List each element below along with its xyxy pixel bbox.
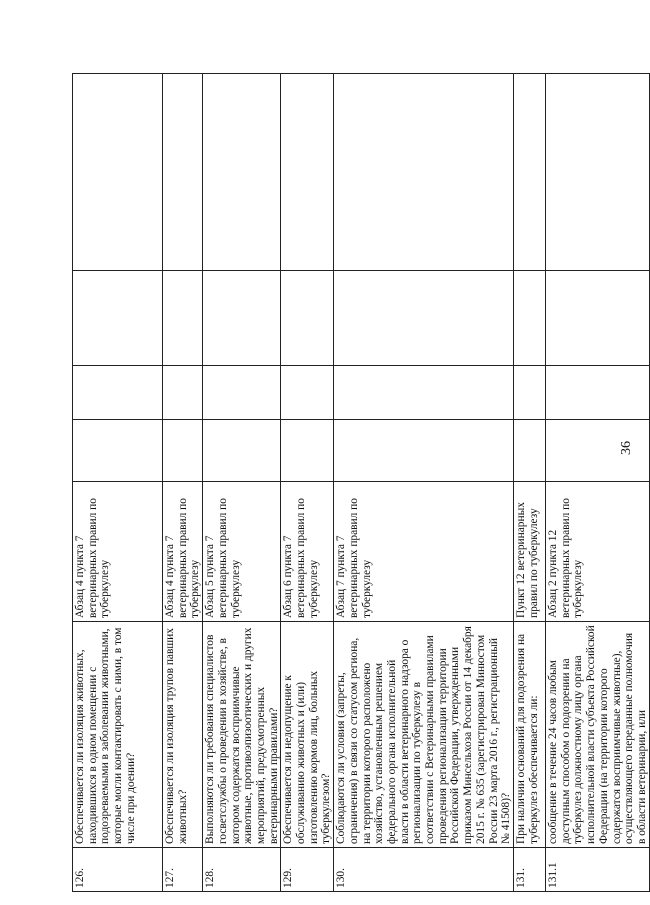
answer-yes-cell (545, 420, 649, 482)
answer-yes-cell (513, 420, 545, 482)
checklist-table (72, 73, 650, 892)
answer-yes-cell (203, 420, 281, 482)
comment-cell (73, 74, 163, 271)
comment-cell (203, 74, 281, 271)
answer-yes-cell (73, 420, 163, 482)
page-number: 36 (619, 441, 634, 455)
comment-cell (163, 74, 203, 271)
reference-cell: Абзац 2 пункта 12 ветеринарных правил по туберкулезу (545, 482, 649, 622)
reference-cell: Абзац 4 пункта 7 ветеринарных правил по туберкулезу (73, 482, 163, 622)
table-row (203, 74, 281, 892)
answer-no-cell (545, 366, 649, 420)
answer-yes-cell (163, 420, 203, 482)
reference-cell: Абзац 7 пункта 7 ветеринарных правил по туберкулезу (334, 482, 514, 622)
not-applicable-cell (545, 271, 649, 366)
row-number: 127. (163, 848, 203, 892)
question-cell: сообщение в течение 24 часов любым доступным способом о подозрении на туберкулез должностному лицу органа исполнительной власти субъекта Российской Федерации (на территории которого содержатся восприимчивые животные), осуществляющего переданные полномочия в области ветеринарии, или (545, 622, 649, 848)
question-cell: Соблюдаются ли условия (запреты, ограничения) в связи со статусом региона, на территории которого расположено хозяйство, установленным решением федерального органа исполнительной власти в области ветеринарного надзора о регионализации по туберкулезу в соответствии с Ветеринарными правилами проведения регионализации территории Российской Федерации, утвержденными приказом Минсельхоза России от 14 декабря 2015 г. № 635 (зарегистрирован Минюстом России 23 марта 2016 г., регистрационный № 41508)? (334, 622, 514, 848)
answer-no-cell (281, 366, 334, 420)
row-number: 130. (334, 848, 514, 892)
comment-cell (281, 74, 334, 271)
table-row (163, 74, 203, 892)
not-applicable-cell (203, 271, 281, 366)
question-cell: Обеспечивается ли изоляция животных, находившихся в одном помещении с подозреваемыми в заболевании животными, которые могли контактировать с ними, в том числе при доении? (73, 622, 163, 848)
comment-cell (334, 74, 514, 271)
reference-cell: Абзац 5 пункта 7 ветеринарных правил по туберкулезу (203, 482, 281, 622)
not-applicable-cell (73, 271, 163, 366)
answer-no-cell (334, 366, 514, 420)
answer-no-cell (203, 366, 281, 420)
row-number: 128. (203, 848, 281, 892)
table-row (513, 74, 545, 892)
table-row (73, 74, 163, 892)
table-row (545, 74, 649, 892)
answer-no-cell (513, 366, 545, 420)
question-cell: Обеспечивается ли изоляция трупов павших животных? (163, 622, 203, 848)
question-cell: При наличии оснований для подозрения на туберкулез обеспечивается ли: (513, 622, 545, 848)
answer-no-cell (163, 366, 203, 420)
reference-cell: Абзац 4 пункта 7 ветеринарных правил по туберкулезу (163, 482, 203, 622)
comment-cell (513, 74, 545, 271)
not-applicable-cell (334, 271, 514, 366)
table-row (334, 74, 514, 892)
comment-cell (545, 74, 649, 271)
row-number: 131. (513, 848, 545, 892)
not-applicable-cell (163, 271, 203, 366)
row-number: 126. (73, 848, 163, 892)
row-number: 131.1 (545, 848, 649, 892)
not-applicable-cell (513, 271, 545, 366)
reference-cell: Абзац 6 пункта 7 ветеринарных правил по туберкулезу (281, 482, 334, 622)
row-number: 129. (281, 848, 334, 892)
question-cell: Обеспечивается ли недопущение к обслуживанию животных и (или) изготовлению кормов лиц, больных туберкулезом? (281, 622, 334, 848)
answer-yes-cell (281, 420, 334, 482)
answer-no-cell (73, 366, 163, 420)
reference-cell: Пункт 12 ветеринарных правил по туберкулезу (513, 482, 545, 622)
table-row (281, 74, 334, 892)
not-applicable-cell (281, 271, 334, 366)
answer-yes-cell (334, 420, 514, 482)
question-cell: Выполняются ли требования специалистов госветслужбы о проведении в хозяйстве, в котором содержатся восприимчивые животные, противоэпизоотических и других мероприятий, предусмотренных ветеринарными правилами? (203, 622, 281, 848)
